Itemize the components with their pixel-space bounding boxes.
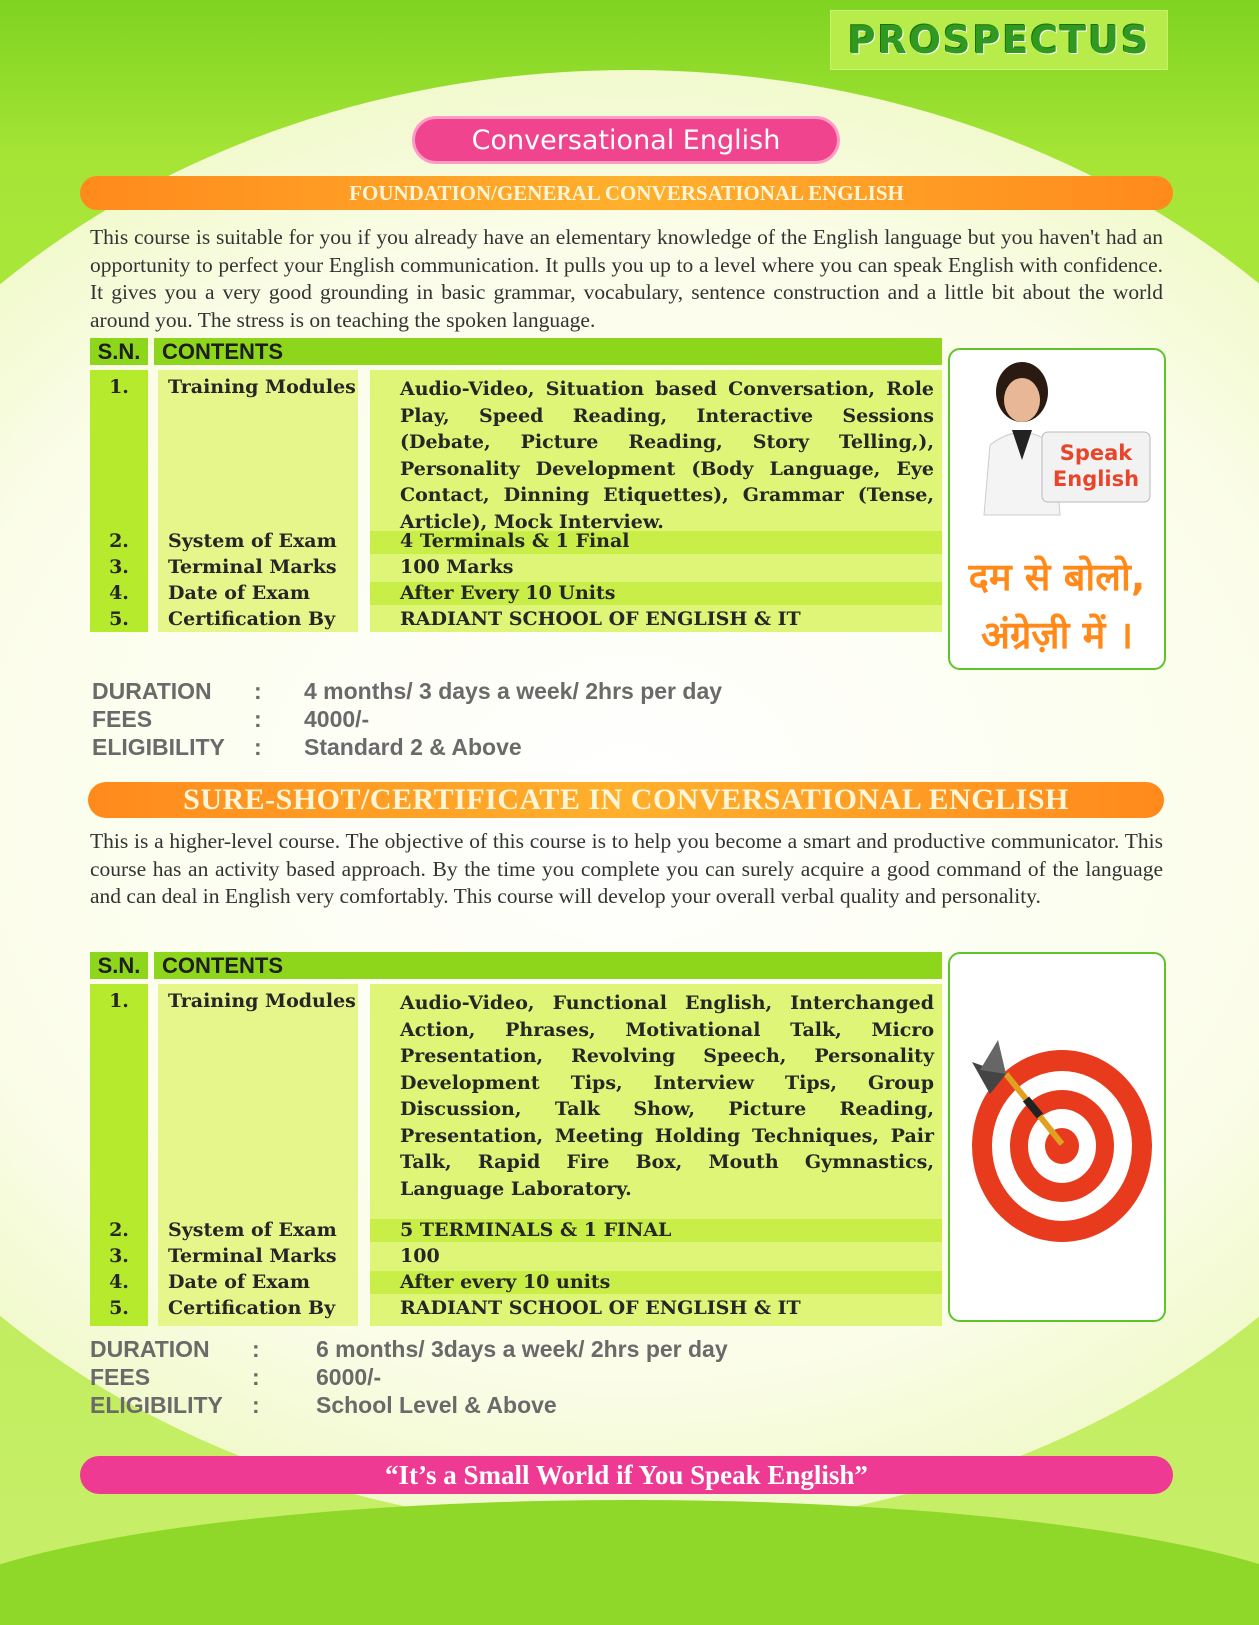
row-value: Audio-Video, Situation based Conversation, Role Play, Speed Reading, Interactive Sessions (Debate, Picture Reading, Story Telling,), Personality Development (Body Language, Eye Contact, Dinning Etiquettes), Grammar (Tense, Article), Mock Interview. xyxy=(400,378,934,533)
info-key: ELIGIBILITY xyxy=(90,1392,223,1418)
table-header-contents: CONTENTS xyxy=(154,338,942,365)
course1-table xyxy=(90,338,942,632)
row-label: Terminal Marks xyxy=(168,1245,337,1267)
row-value: Audio-Video, Functional English, Interchanged Action, Phrases, Motivational Talk, Micro Presentation, Revolving Speech, Personality Development Tips, Interview Tips, Group Discussion, Talk Show, Picture Reading, Presentation, Meeting Holding Techniques, Pair Talk, Rapid Fire Box, Mouth Gymnastics, Language Laboratory. xyxy=(400,992,934,1200)
row-sn: 3. xyxy=(109,556,129,578)
table-header-contents: CONTENTS xyxy=(154,952,942,979)
course2-description: This is a higher-level course. The objective of this course is to help you become a smart and productive communicator. This course has an activity based approach. By the time you complete you can surely acquire a good command of the language and can deal in English very comfortably. This course will develop your overall verbal quality and personality. xyxy=(90,829,1163,908)
row-sn: 5. xyxy=(109,1297,129,1319)
info-key: DURATION xyxy=(90,1336,210,1362)
info-key: FEES xyxy=(92,706,153,732)
row-label: Date of Exam xyxy=(168,1271,310,1293)
row-sn: 1. xyxy=(109,990,129,1012)
info-sep: : xyxy=(254,734,262,760)
info-key: FEES xyxy=(90,1364,151,1390)
info-value: School Level & Above xyxy=(316,1392,557,1418)
row-value: RADIANT SCHOOL OF ENGLISH & IT xyxy=(400,608,801,630)
row-sn: 2. xyxy=(109,530,129,552)
info-sep: : xyxy=(252,1336,260,1362)
row-value: RADIANT SCHOOL OF ENGLISH & IT xyxy=(400,1297,801,1319)
hindi-slogan-line1: दम से बोलो, xyxy=(968,555,1146,599)
row-label: System of Exam xyxy=(168,1219,337,1241)
course2-table xyxy=(90,952,942,1326)
hindi-slogan-line2: अंग्रेज़ी में । xyxy=(980,613,1134,657)
target-image xyxy=(948,952,1166,1322)
sign-text-line1: Speak xyxy=(1059,441,1133,465)
row-sn: 1. xyxy=(109,376,129,398)
row-sn: 4. xyxy=(109,582,129,604)
row-label: Terminal Marks xyxy=(168,556,337,578)
prospectus-tag: PROSPECTUS xyxy=(830,10,1168,70)
table-row xyxy=(90,1271,942,1297)
table-row xyxy=(90,608,942,634)
row-sn: 3. xyxy=(109,1245,129,1267)
row-label: Certification By xyxy=(168,1297,336,1319)
info-sep: : xyxy=(252,1364,260,1390)
row-sn: 2. xyxy=(109,1219,129,1241)
row-label: Training Modules xyxy=(168,990,356,1012)
info-value: 4000/- xyxy=(304,706,370,732)
table-row xyxy=(90,1297,942,1323)
row-label: Date of Exam xyxy=(168,582,310,604)
page-title: Conversational English xyxy=(412,116,840,164)
info-value: 4 months/ 3 days a week/ 2hrs per day xyxy=(304,678,723,704)
info-value: Standard 2 & Above xyxy=(304,734,522,760)
info-sep: : xyxy=(254,706,262,732)
row-value: After Every 10 Units xyxy=(400,582,616,604)
info-key: DURATION xyxy=(92,678,212,704)
row-sn: 5. xyxy=(109,608,129,630)
row-value: 100 xyxy=(400,1245,440,1267)
table-row xyxy=(90,1219,942,1245)
table-row xyxy=(90,990,942,1218)
row-value: 100 Marks xyxy=(400,556,514,578)
row-value: 5 TERMINALS & 1 FINAL xyxy=(400,1219,672,1241)
course1-banner: FOUNDATION/GENERAL CONVERSATIONAL ENGLISH xyxy=(80,176,1173,210)
course2-banner: SURE-SHOT/CERTIFICATE IN CONVERSATIONAL ENGLISH xyxy=(88,782,1164,818)
row-sn: 4. xyxy=(109,1271,129,1293)
row-label: Certification By xyxy=(168,608,336,630)
row-value: 4 Terminals & 1 Final xyxy=(400,530,630,552)
table-header-sn: S.N. xyxy=(90,338,148,365)
info-value: 6 months/ 3days a week/ 2hrs per day xyxy=(316,1336,728,1362)
table-header-sn: S.N. xyxy=(90,952,148,979)
info-sep: : xyxy=(252,1392,260,1418)
info-value: 6000/- xyxy=(316,1364,382,1390)
row-value: After every 10 units xyxy=(400,1271,611,1293)
woman-holding-sign-illustration xyxy=(950,350,1164,668)
table-row xyxy=(90,376,942,533)
footer-tagline: “It’s a Small World if You Speak English” xyxy=(80,1456,1173,1494)
table-row xyxy=(90,530,942,556)
table-row xyxy=(90,582,942,608)
dartboard-target-icon xyxy=(950,954,1164,1320)
speak-english-image xyxy=(948,348,1166,670)
table-row xyxy=(90,556,942,582)
table-row xyxy=(90,1245,942,1271)
row-label: System of Exam xyxy=(168,530,337,552)
row-label: Training Modules xyxy=(168,376,356,398)
sign-text-line2: English xyxy=(1052,467,1140,491)
info-key: ELIGIBILITY xyxy=(92,734,225,760)
course1-description: This course is suitable for you if you already have an elementary knowledge of the English language but you haven't had an opportunity to perfect your English communication. It pulls you up to a level where you can speak English with confidence. It gives you a very good grounding in basic grammar, vocabulary, sentence construction and a little bit about the world around you. The stress is on teaching the spoken language. xyxy=(90,225,1163,332)
info-sep: : xyxy=(254,678,262,704)
